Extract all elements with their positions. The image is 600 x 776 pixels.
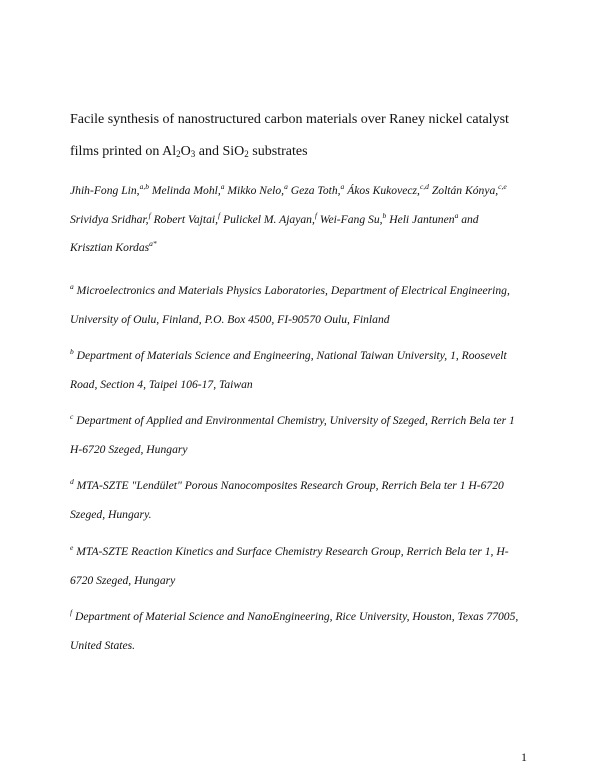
author-name: Heli Jantunen: [386, 212, 455, 226]
author-name: Geza Toth,: [287, 184, 341, 197]
author-affiliation-mark: c,e: [498, 182, 507, 191]
author-name: Srividya Sridhar,: [70, 212, 149, 226]
affiliation-c: $^c$ Department of Applied and Environmental Chemistry, University of Szeged, Rerrich Bela ter 1 H-6720 Szeged, Hungary: [70, 412, 515, 456]
affiliation-mark: f: [70, 608, 73, 617]
author-line-2: [70, 206, 540, 235]
author-affiliation-mark: c,d: [419, 182, 429, 191]
author-name: Pulickel M. Ajayan,: [220, 212, 315, 226]
author-name: Ákos Kukovecz,: [344, 184, 420, 197]
affiliation-mark: d: [70, 477, 74, 486]
author-name: and: [458, 212, 479, 226]
affiliation-mark: c: [70, 412, 74, 421]
author-affiliation-mark: a: [284, 182, 288, 191]
author-affiliation-mark: a: [454, 210, 459, 220]
paper-title: [70, 104, 540, 168]
author-name: Robert Vajtai,: [150, 212, 218, 226]
author-line-1: [70, 177, 540, 206]
affiliation-f: $^f$ Department of Material Science and NanoEngineering, Rice University, Houston, Texas 77005, United States.: [70, 608, 519, 652]
author-name: Jhih-Fong Lin,: [70, 184, 140, 197]
author-affiliation-mark: f: [314, 210, 317, 220]
author-affiliation-mark: a*: [149, 239, 157, 248]
author-affiliation-mark: a: [220, 182, 225, 191]
author-name: Mikko Nelo,: [224, 184, 285, 197]
author-name: Zoltán Kónya,: [428, 184, 499, 197]
title-line-1: Facile synthesis of nanostructured carbon materials over Raney nickel catalyst: [70, 112, 509, 127]
author-name: Wei-Fang Su,: [316, 212, 383, 226]
affiliation-mark: e: [70, 543, 74, 552]
page-number: 1: [521, 750, 527, 764]
author-list: [70, 177, 540, 263]
affiliation-d: $^d$ MTA-SZTE "Lendület" Porous Nanocomposites Research Group, Rerrich Bela ter 1 H-6720 Szeged, Hungary.: [70, 477, 504, 521]
author-line-3: [70, 234, 540, 263]
author-affiliation-mark: f: [218, 210, 221, 220]
title-line-2: films printed on $Al_2O_3$ and SiO$_2$ substrates: [70, 144, 308, 159]
author-affiliation-mark: f: [148, 210, 151, 220]
affiliation-b: $^b$ Department of Materials Science and Engineering, National Taiwan University, 1, Roosevelt Road, Section 4, Taipei 106-17, Taiwan: [70, 347, 507, 391]
affiliation-e: $^e$ MTA-SZTE Reaction Kinetics and Surface Chemistry Research Group, Rerrich Bela ter 1, H- 6720 Szeged, Hungary: [70, 543, 509, 587]
author-affiliation-mark: b: [382, 210, 387, 220]
affiliation-a: $^a$ Microelectronics and Materials Physics Laboratories, Department of Electrical Engineering, University of Oulu, Finland, P.O. Box 4500, FI-90570 Oulu, Finland: [70, 282, 510, 326]
affiliation-mark: b: [70, 347, 74, 356]
author-name: Melinda Mohl,: [148, 184, 221, 197]
author-affiliation-mark: a,b: [139, 182, 149, 191]
affiliation-mark: a: [70, 282, 74, 291]
author-name: Krisztian Kordas: [70, 241, 150, 254]
author-affiliation-mark: a: [340, 182, 345, 191]
